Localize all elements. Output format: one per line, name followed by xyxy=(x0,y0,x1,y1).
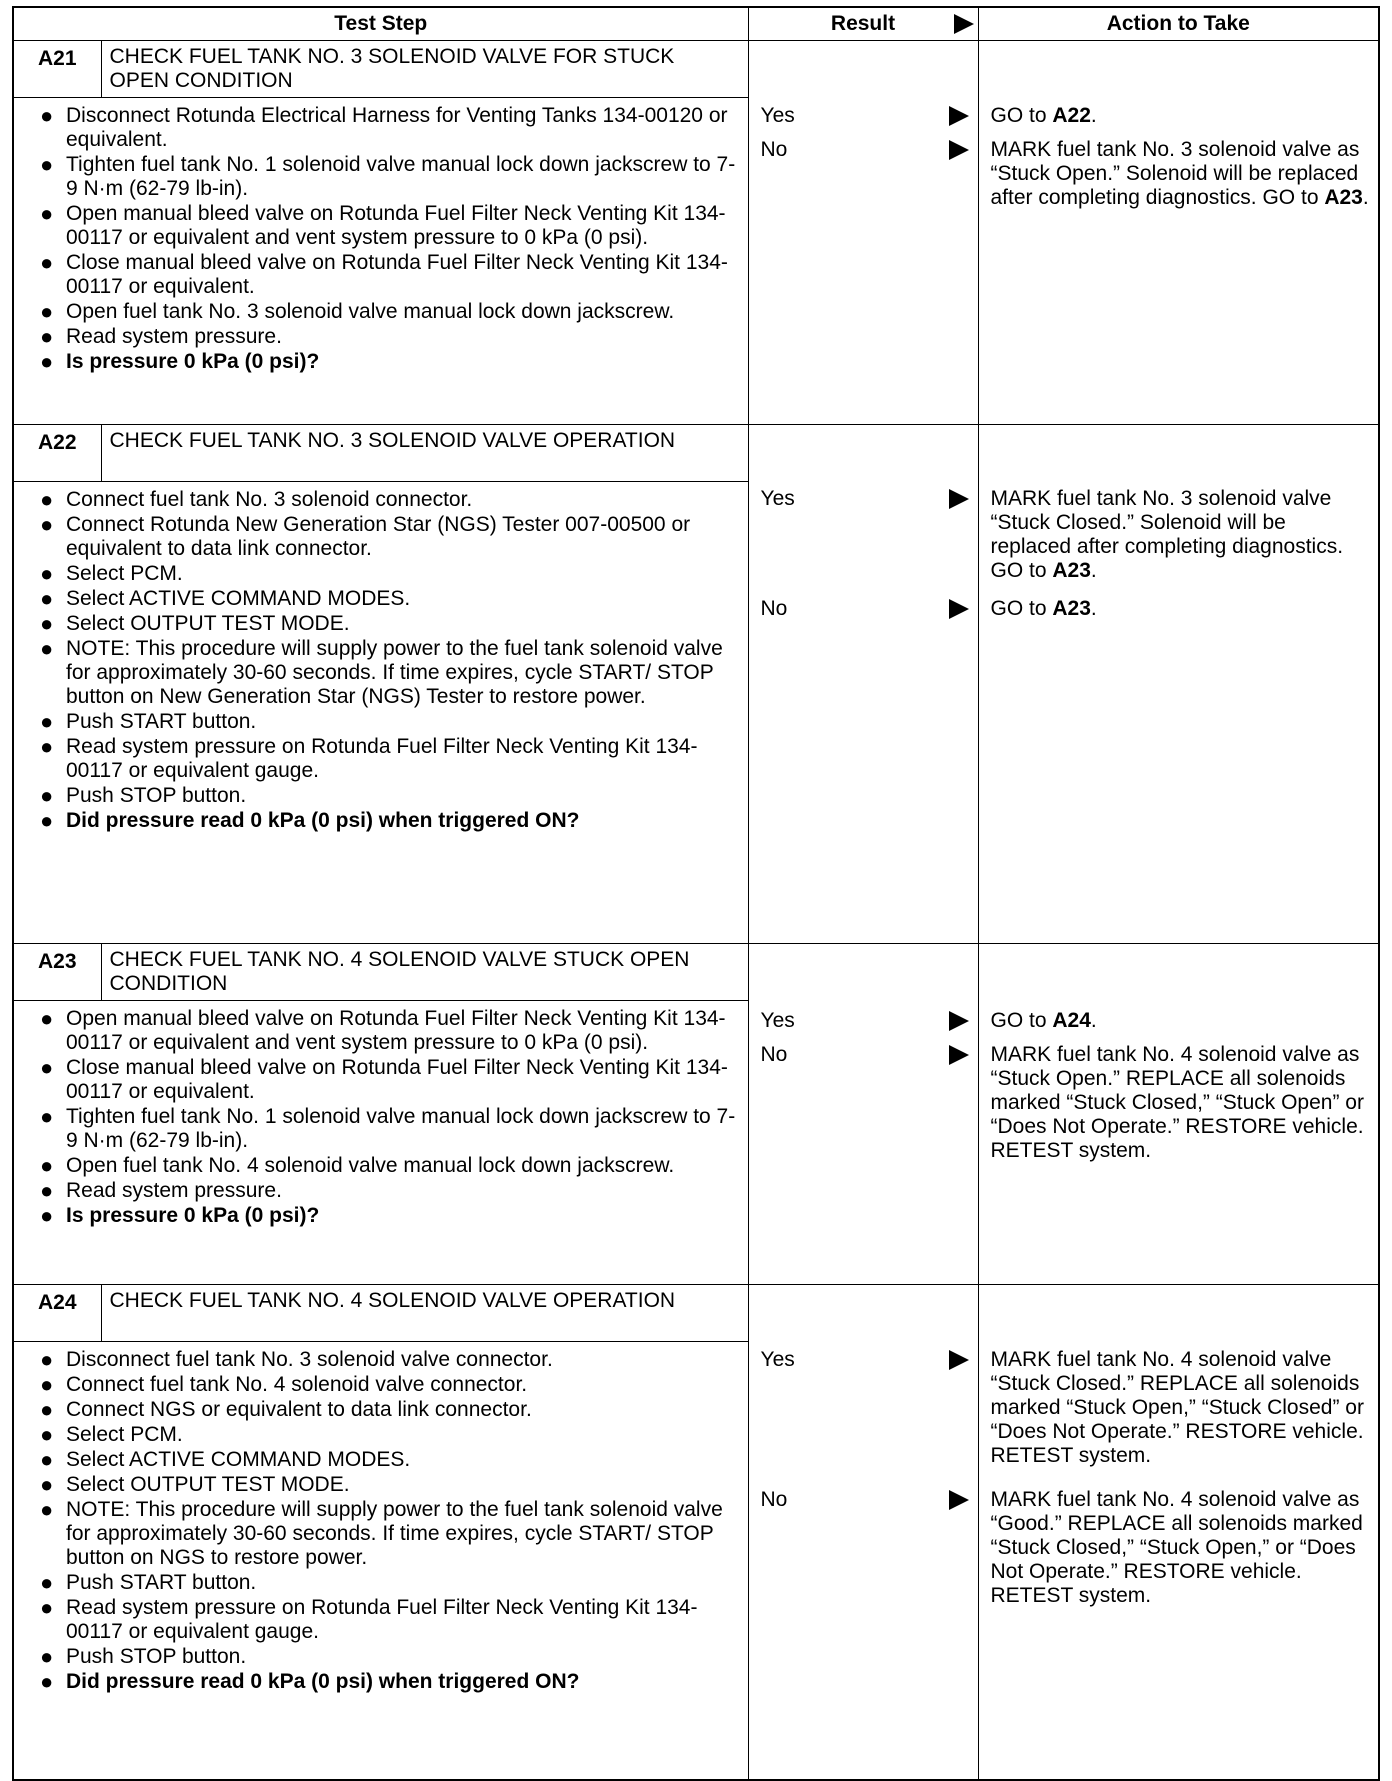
step-title: CHECK FUEL TANK NO. 4 SOLENOID VALVE STUCK OPEN CONDITION xyxy=(101,944,748,1001)
table-header-row xyxy=(13,7,1379,41)
procedure-item: ● Open manual bleed valve on Rotunda Fuel Filter Neck Venting Kit 134-00117 or equivalent and vent system pressure to 0 kPa (0 psi). xyxy=(40,1006,726,1054)
header-result-label: Result xyxy=(830,12,896,35)
step-id: A23 xyxy=(13,944,101,1001)
result-no xyxy=(761,1488,788,1512)
arrow-right-icon xyxy=(949,599,969,619)
action-yes xyxy=(991,104,1371,128)
bullet-icon: ● xyxy=(40,1447,54,1472)
procedure-item: ● Select ACTIVE COMMAND MODES. xyxy=(40,586,411,611)
step-title: CHECK FUEL TANK NO. 3 SOLENOID VALVE OPERATION xyxy=(101,425,748,482)
bullet-icon: ● xyxy=(40,1006,54,1031)
action-text-end: . xyxy=(1090,1009,1097,1032)
procedure-item: ● NOTE: This procedure will supply power to the fuel tank solenoid valve for approximately 30-60 seconds. If time expires, cycle START/ STOP button on New Generation Star (NGS) Tester to restore power. xyxy=(40,636,723,708)
arrow-right-icon xyxy=(949,1490,969,1510)
bullet-icon: ● xyxy=(40,1669,54,1694)
action-text: GO to xyxy=(990,597,1053,620)
procedure-item: ● Open manual bleed valve on Rotunda Fuel Filter Neck Venting Kit 134-00117 or equivalent and vent system pressure to 0 kPa (0 psi). xyxy=(40,201,726,249)
test-step-a24 xyxy=(13,1285,1379,1780)
bullet-icon: ● xyxy=(40,299,54,324)
step-title: CHECK FUEL TANK NO. 4 SOLENOID VALVE OPERATION xyxy=(101,1285,748,1342)
step-title-row xyxy=(13,425,1379,482)
action-text: GO to xyxy=(990,104,1053,127)
arrow-right-icon xyxy=(949,489,969,509)
procedure-item: ● Close manual bleed valve on Rotunda Fuel Filter Neck Venting Kit 134-00117 or equivalent. xyxy=(40,1055,728,1103)
bullet-icon: ● xyxy=(40,1644,54,1669)
result-yes xyxy=(761,487,795,511)
bullet-icon: ● xyxy=(40,1422,54,1447)
procedure-item: ● Connect NGS or equivalent to data link connector. xyxy=(40,1397,532,1422)
step-id: A21 xyxy=(13,41,101,98)
procedure-item: ● Open fuel tank No. 3 solenoid valve manual lock down jackscrew. xyxy=(40,299,675,324)
procedure-item: ● Select PCM. xyxy=(40,1422,183,1447)
procedure-question: ● Did pressure read 0 kPa (0 psi) when triggered ON? xyxy=(40,1669,580,1694)
arrow-right-icon xyxy=(949,140,969,160)
step-procedure xyxy=(13,1001,748,1285)
test-step-a21 xyxy=(13,41,1379,425)
step-reference: A23 xyxy=(1052,559,1091,582)
procedure-item: ● Connect fuel tank No. 4 solenoid valve connector. xyxy=(40,1372,528,1397)
bullet-icon: ● xyxy=(40,1203,54,1228)
bullet-icon: ● xyxy=(40,561,54,586)
procedure-item: ● Select PCM. xyxy=(40,561,183,586)
procedure-question: ● Is pressure 0 kPa (0 psi)? xyxy=(40,349,320,374)
result-label: No xyxy=(760,597,788,620)
step-reference: A22 xyxy=(1052,104,1091,127)
procedure-item: ● Push START button. xyxy=(40,709,257,734)
procedure-item: ● Push START button. xyxy=(40,1570,257,1595)
result-no xyxy=(761,1043,788,1067)
action-text: MARK fuel tank No. 4 solenoid valve “Stuck Closed.” REPLACE all solenoids marked “Stuck Open,” “Stuck Closed” or “Does Not Operate.” RESTORE vehicle. RETEST system. xyxy=(990,1348,1364,1467)
procedure-item: ● Connect Rotunda New Generation Star (NGS) Tester 007-00500 or equivalent to data link connector. xyxy=(40,512,691,560)
procedure-item: ● Tighten fuel tank No. 1 solenoid valve manual lock down jackscrew to 7-9 N·m (62-79 lb-in). xyxy=(40,1104,736,1152)
bullet-icon: ● xyxy=(40,250,54,275)
bullet-icon: ● xyxy=(40,1570,54,1595)
bullet-icon: ● xyxy=(40,324,54,349)
action-yes xyxy=(991,1348,1371,1468)
action-text: GO to xyxy=(990,1009,1053,1032)
procedure-item: ● Read system pressure on Rotunda Fuel Filter Neck Venting Kit 134-00117 or equivalent gauge. xyxy=(40,1595,698,1643)
action-text-end: . xyxy=(1090,597,1097,620)
procedure-item: ● Select ACTIVE COMMAND MODES. xyxy=(40,1447,411,1472)
pinpoint-test-table xyxy=(12,6,1380,1781)
arrow-right-icon xyxy=(949,1350,969,1370)
step-id: A22 xyxy=(13,425,101,482)
bullet-icon: ● xyxy=(40,1055,54,1080)
bullet-icon: ● xyxy=(40,1397,54,1422)
step-title-row xyxy=(13,944,1379,1001)
procedure-item: ● Disconnect Rotunda Electrical Harness for Venting Tanks 134-00120 or equivalent. xyxy=(40,103,728,151)
bullet-icon: ● xyxy=(40,1153,54,1178)
step-reference: A24 xyxy=(1052,1009,1091,1032)
step-reference: A23 xyxy=(1324,186,1363,209)
action-no xyxy=(991,1043,1371,1163)
bullet-icon: ● xyxy=(40,808,54,833)
procedure-list xyxy=(32,488,738,833)
action-no xyxy=(991,138,1371,210)
bullet-icon: ● xyxy=(40,1104,54,1129)
bullet-icon: ● xyxy=(40,636,54,661)
result-yes xyxy=(761,1009,795,1033)
result-yes xyxy=(761,104,795,128)
bullet-icon: ● xyxy=(40,611,54,636)
action-yes xyxy=(991,487,1371,583)
arrow-right-icon xyxy=(949,1045,969,1065)
procedure-question: ● Is pressure 0 kPa (0 psi)? xyxy=(40,1203,320,1228)
procedure-list xyxy=(32,104,738,374)
procedure-item: ● Read system pressure. xyxy=(40,324,282,349)
procedure-item: ● Tighten fuel tank No. 1 solenoid valve manual lock down jackscrew to 7-9 N·m (62-79 lb-in). xyxy=(40,152,736,200)
step-reference: A23 xyxy=(1052,597,1091,620)
bullet-icon: ● xyxy=(40,709,54,734)
procedure-item: ● Push STOP button. xyxy=(40,1644,247,1669)
result-label: No xyxy=(760,1488,788,1511)
result-no xyxy=(761,138,788,162)
result-label: No xyxy=(760,1043,788,1066)
result-yes xyxy=(761,1348,795,1372)
action-text-end: . xyxy=(1090,104,1097,127)
bullet-icon: ● xyxy=(40,586,54,611)
bullet-icon: ● xyxy=(40,783,54,808)
action-text-end: . xyxy=(1362,186,1369,209)
bullet-icon: ● xyxy=(40,1497,54,1522)
result-label: Yes xyxy=(760,1009,795,1032)
bullet-icon: ● xyxy=(40,734,54,759)
action-cell xyxy=(978,1285,1379,1780)
action-text: MARK fuel tank No. 4 solenoid valve as “Stuck Open.” REPLACE all solenoids marked “Stuck Closed,” “Stuck Open” or “Does Not Operate.” RESTORE vehicle. RETEST system. xyxy=(990,1043,1364,1162)
action-cell xyxy=(978,944,1379,1285)
bullet-icon: ● xyxy=(40,1347,54,1372)
step-procedure xyxy=(13,1342,748,1780)
bullet-icon: ● xyxy=(40,103,54,128)
procedure-list xyxy=(32,1007,738,1228)
header-result xyxy=(748,7,978,41)
procedure-item: ● Connect fuel tank No. 3 solenoid connector. xyxy=(40,487,473,512)
header-action: Action to Take xyxy=(978,7,1379,41)
bullet-icon: ● xyxy=(40,1372,54,1397)
result-label: Yes xyxy=(760,487,795,510)
step-procedure xyxy=(13,98,748,425)
result-label: Yes xyxy=(760,1348,795,1371)
procedure-item: ● Close manual bleed valve on Rotunda Fuel Filter Neck Venting Kit 134-00117 or equivalent. xyxy=(40,250,728,298)
procedure-list xyxy=(32,1348,738,1694)
step-id: A24 xyxy=(13,1285,101,1342)
result-cell xyxy=(748,1285,978,1780)
step-procedure xyxy=(13,482,748,944)
result-cell xyxy=(748,425,978,944)
action-cell xyxy=(978,41,1379,425)
result-cell xyxy=(748,944,978,1285)
procedure-item: ● Open fuel tank No. 4 solenoid valve manual lock down jackscrew. xyxy=(40,1153,675,1178)
action-no xyxy=(991,1488,1371,1608)
bullet-icon: ● xyxy=(40,512,54,537)
result-label: No xyxy=(760,138,788,161)
bullet-icon: ● xyxy=(40,152,54,177)
bullet-icon: ● xyxy=(40,1595,54,1620)
action-text: MARK fuel tank No. 3 solenoid valve as “Stuck Open.” Solenoid will be replaced after completing diagnostics. GO to xyxy=(990,138,1360,209)
action-text: MARK fuel tank No. 4 solenoid valve as “Good.” REPLACE all solenoids marked “Stuck Closed,” “Stuck Open,” or “Does Not Operate.” RESTORE vehicle. RETEST system. xyxy=(990,1488,1363,1607)
arrow-right-icon xyxy=(949,1011,969,1031)
action-text-end: . xyxy=(1090,559,1097,582)
procedure-item: ● NOTE: This procedure will supply power to the fuel tank solenoid valve for approximately 30-60 seconds. If time expires, cycle START/ STOP button on NGS to restore power. xyxy=(40,1497,723,1569)
procedure-item: ● Select OUTPUT TEST MODE. xyxy=(40,1472,350,1497)
step-title-row xyxy=(13,41,1379,98)
step-title: CHECK FUEL TANK NO. 3 SOLENOID VALVE FOR STUCK OPEN CONDITION xyxy=(101,41,748,98)
arrow-right-icon xyxy=(949,106,969,126)
action-cell xyxy=(978,425,1379,944)
procedure-item: ● Push STOP button. xyxy=(40,783,247,808)
test-step-a22 xyxy=(13,425,1379,944)
step-title-row xyxy=(13,1285,1379,1342)
arrow-right-icon xyxy=(954,14,974,34)
header-test-step: Test Step xyxy=(13,7,748,41)
bullet-icon: ● xyxy=(40,1472,54,1497)
action-no xyxy=(991,597,1371,621)
bullet-icon: ● xyxy=(40,349,54,374)
bullet-icon: ● xyxy=(40,487,54,512)
procedure-item: ● Read system pressure. xyxy=(40,1178,282,1203)
bullet-icon: ● xyxy=(40,201,54,226)
procedure-item: ● Select OUTPUT TEST MODE. xyxy=(40,611,350,636)
procedure-question: ● Did pressure read 0 kPa (0 psi) when triggered ON? xyxy=(40,808,580,833)
procedure-item: ● Read system pressure on Rotunda Fuel Filter Neck Venting Kit 134-00117 or equivalent gauge. xyxy=(40,734,698,782)
result-no xyxy=(761,597,788,621)
result-cell xyxy=(748,41,978,425)
test-step-a23 xyxy=(13,944,1379,1285)
action-text: MARK fuel tank No. 3 solenoid valve “Stuck Closed.” Solenoid will be replaced after completing diagnostics. GO to xyxy=(990,487,1344,582)
procedure-item: ● Disconnect fuel tank No. 3 solenoid valve connector. xyxy=(40,1347,553,1372)
result-label: Yes xyxy=(760,104,795,127)
bullet-icon: ● xyxy=(40,1178,54,1203)
action-yes xyxy=(991,1009,1371,1033)
